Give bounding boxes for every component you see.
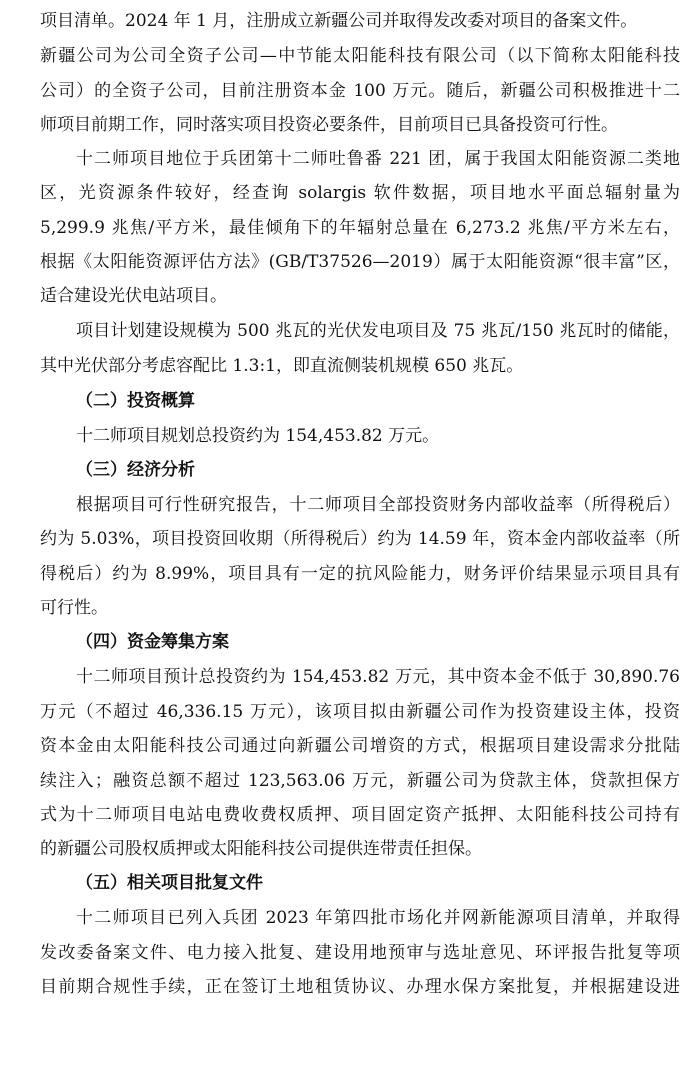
body-text-line: 区，光资源条件较好，经查询 solargis 软件数据，项目地水平面总辐射量为 [40,183,680,203]
body-text-line: 资本金由太阳能科技公司通过向新疆公司增资的方式，根据项目建设需求分批陆 [40,736,680,756]
body-text-line: 根据项目可行性研究报告，十二师项目全部投资财务内部收益率（所得税后） [76,495,680,515]
body-text-line: 项目计划建设规模为 500 兆瓦的光伏发电项目及 75 兆瓦/150 兆瓦时的储能， [76,321,680,341]
body-text-line: 根据《太阳能资源评估方法》(GB/T37526—2019）属于太阳能资源“很丰富”区， [40,252,680,272]
section-heading: （五）相关项目批复文件 [76,873,263,893]
body-text-line: 其中光伏部分考虑容配比 1.3:1，即直流侧装机规模 650 兆瓦。 [40,356,524,376]
body-text-line: 目前期合规性手续，正在签订土地租赁协议、办理水保方案批复，并根据建设进 [40,977,680,997]
body-text-line: 发改委备案文件、电力接入批复、建设用地预审与选址意见、环评报告批复等项 [40,943,680,963]
body-text-line: 可行性。 [40,598,108,618]
section-heading: （四）资金筹集方案 [76,632,229,652]
body-text-line: 十二师项目地位于兵团第十二师吐鲁番 221 团，属于我国太阳能资源二类地 [76,149,680,169]
body-text-line: 师项目前期工作，同时落实项目投资必要条件，目前项目已具备投资可行性。 [40,115,618,135]
section-heading: （三）经济分析 [76,460,195,480]
body-text-line: 的新疆公司股权质押或太阳能科技公司提供连带责任担保。 [40,839,482,859]
body-text-line: 式为十二师项目电站电费收费权质押、项目固定资产抵押、太阳能科技公司持有 [40,805,680,825]
section-heading: （二）投资概算 [76,391,195,411]
body-text-line: 约为 5.03%，项目投资回收期（所得税后）约为 14.59 年，资本金内部收益率（所 [40,529,680,549]
body-text-line: 续注入；融资总额不超过 123,563.06 万元，新疆公司为贷款主体，贷款担保方 [40,771,680,791]
body-text-line: 项目清单。2024 年 1 月，注册成立新疆公司并取得发改委对项目的备案文件。 [40,11,638,31]
body-text-line: 得税后）约为 8.99%，项目具有一定的抗风险能力，财务评价结果显示项目具有 [40,564,680,584]
body-text-line: 公司）的全资子公司，目前注册资本金 100 万元。随后，新疆公司积极推进十二 [40,81,680,101]
body-text-line: 万元（不超过 46,336.15 万元），该项目拟由新疆公司作为投资建设主体，投资 [40,702,680,722]
body-text-line: 十二师项目规划总投资约为 154,453.82 万元。 [76,426,440,446]
body-text-line: 十二师项目预计总投资约为 154,453.82 万元，其中资本金不低于 30,890.76 [76,667,680,687]
body-text-line: 5,299.9 兆焦/平方米，最佳倾角下的年辐射总量在 6,273.2 兆焦/平方米左右， [40,218,680,238]
body-text-line: 新疆公司为公司全资子公司—中节能太阳能科技有限公司（以下简称太阳能科技 [40,46,680,66]
body-text-line: 十二师项目已列入兵团 2023 年第四批市场化并网新能源项目清单，并取得 [76,908,680,928]
body-text-line: 适合建设光伏电站项目。 [40,286,227,306]
